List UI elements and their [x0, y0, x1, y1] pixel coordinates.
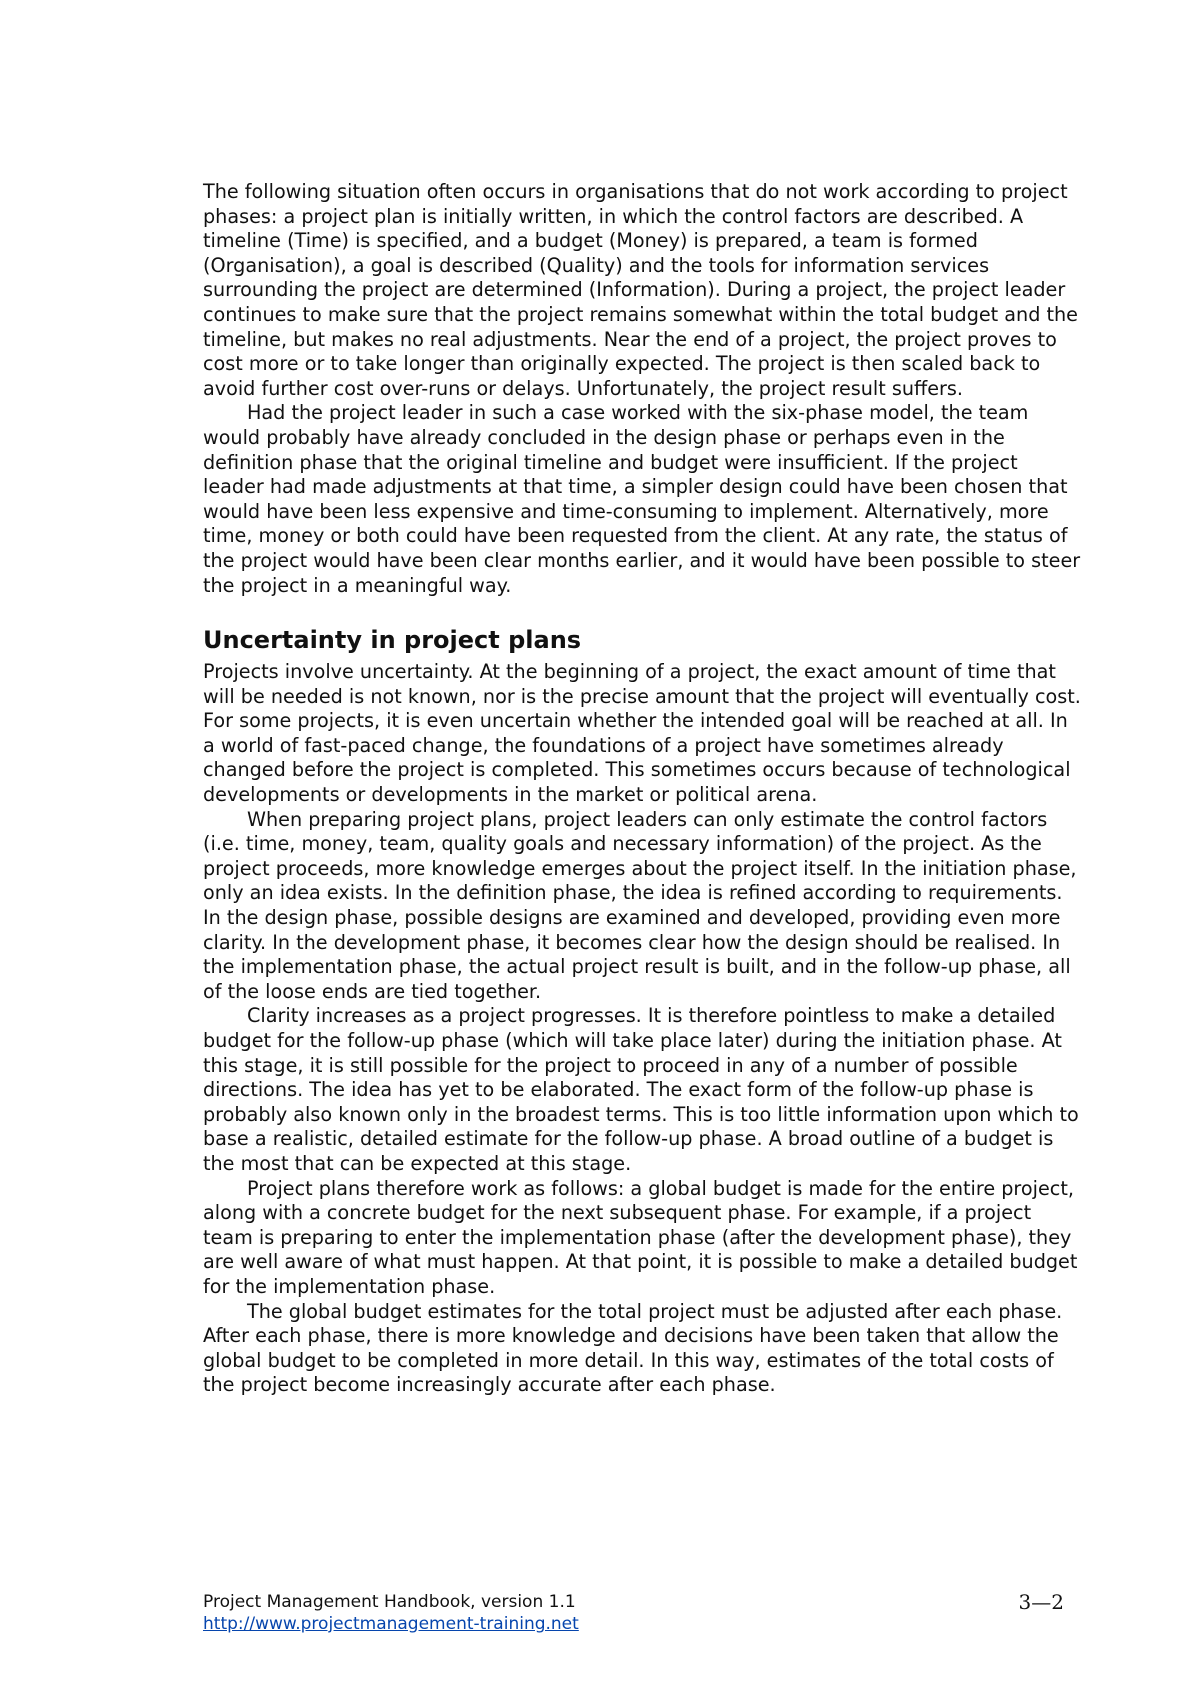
intro-paragraph-1: The following situation often occurs in organisations that do not work according to project phases: a project plan is initially written, in which the control factors are described. A timeline (Time) is specified, and a budget (Money) is prepared, a team is formed (Organisation), a goal is described (Quality) and the tools for information services surrounding the project are determined (Information). During a project, the project leader continues to make sure that the project remains somewhat within the total budget and the timeline, but makes no real adjustments. Near the end of a project, the project proves to cost more or to take longer than originally expected. The project is then scaled back to avoid further cost over-runs or delays. Unfortunately, the project result suffers.	[203, 180, 1078, 400]
section-paragraph-5: The global budget estimates for the total project must be adjusted after each phase. After each phase, there is more knowledge and decisions have been taken that allow the global budget to be completed in more detail. In this way, estimates of the total costs of the project become increasingly accurate after each phase.	[203, 1299, 1063, 1397]
page-number: 3—2	[1018, 1590, 1064, 1614]
footer-left	[203, 1591, 579, 1635]
section-paragraph-1: Projects involve uncertainty. At the beginning of a project, the exact amount of time that will be needed is not known, nor is the precise amount that the project will eventually cost. For some projects, it is even uncertain whether the intended goal will be reached at all. In a world of fast-paced change, the foundations of a project have sometimes already changed before the project is completed. This sometimes occurs because of technological developments or developments in the market or political arena.	[203, 660, 1081, 807]
footer-link[interactable]: http://www.projectmanagement-training.net	[203, 1614, 579, 1634]
footer-title: Project Management Handbook, version 1.1	[203, 1592, 576, 1612]
page-footer	[203, 1591, 1083, 1635]
document-page	[203, 180, 1083, 1398]
section-paragraph-3: Clarity increases as a project progresses. It is therefore pointless to make a detailed budget for the follow-up phase (which will take place later) during the initiation phase. At this stage, it is still possible for the project to proceed in any of a number of possible directions. The idea has yet to be elaborated. The exact form of the follow-up phase is probably also known only in the broadest terms. This is too little information upon which to base a realistic, detailed estimate for the follow-up phase. A broad outline of a budget is the most that can be expected at this stage.	[203, 1004, 1079, 1175]
section-paragraph-4: Project plans therefore work as follows: a global budget is made for the entire project, along with a concrete budget for the next subsequent phase. For example, if a project team is preparing to enter the implementation phase (after the development phase), they are well aware of what must happen. At that point, it is possible to make a detailed budget for the implementation phase.	[203, 1176, 1078, 1298]
section-heading: Uncertainty in project plans	[203, 626, 582, 655]
intro-paragraph-2: Had the project leader in such a case worked with the six-phase model, the team would probably have already concluded in the design phase or perhaps even in the definition phase that the original timeline and budget were insufficient. If the project leader had made adjustments at that time, a simpler design could have been chosen that would have been less expensive and time-consuming to implement. Alternatively, more time, money or both could have been requested from the client. At any rate, the status of the project would have been clear months earlier, and it would have been possible to steer the project in a meaningful way.	[203, 401, 1081, 597]
section-paragraph-2: When preparing project plans, project leaders can only estimate the control factors (i.e. time, money, team, quality goals and necessary information) of the project. As the project proceeds, more knowledge emerges about the project itself. In the initiation phase, only an idea exists. In the definition phase, the idea is refined according to requirements. In the design phase, possible designs are examined and developed, providing even more clarity. In the development phase, it becomes clear how the design should be realised. In the implementation phase, the actual project result is built, and in the follow-up phase, all of the loose ends are tied together.	[203, 807, 1077, 1003]
